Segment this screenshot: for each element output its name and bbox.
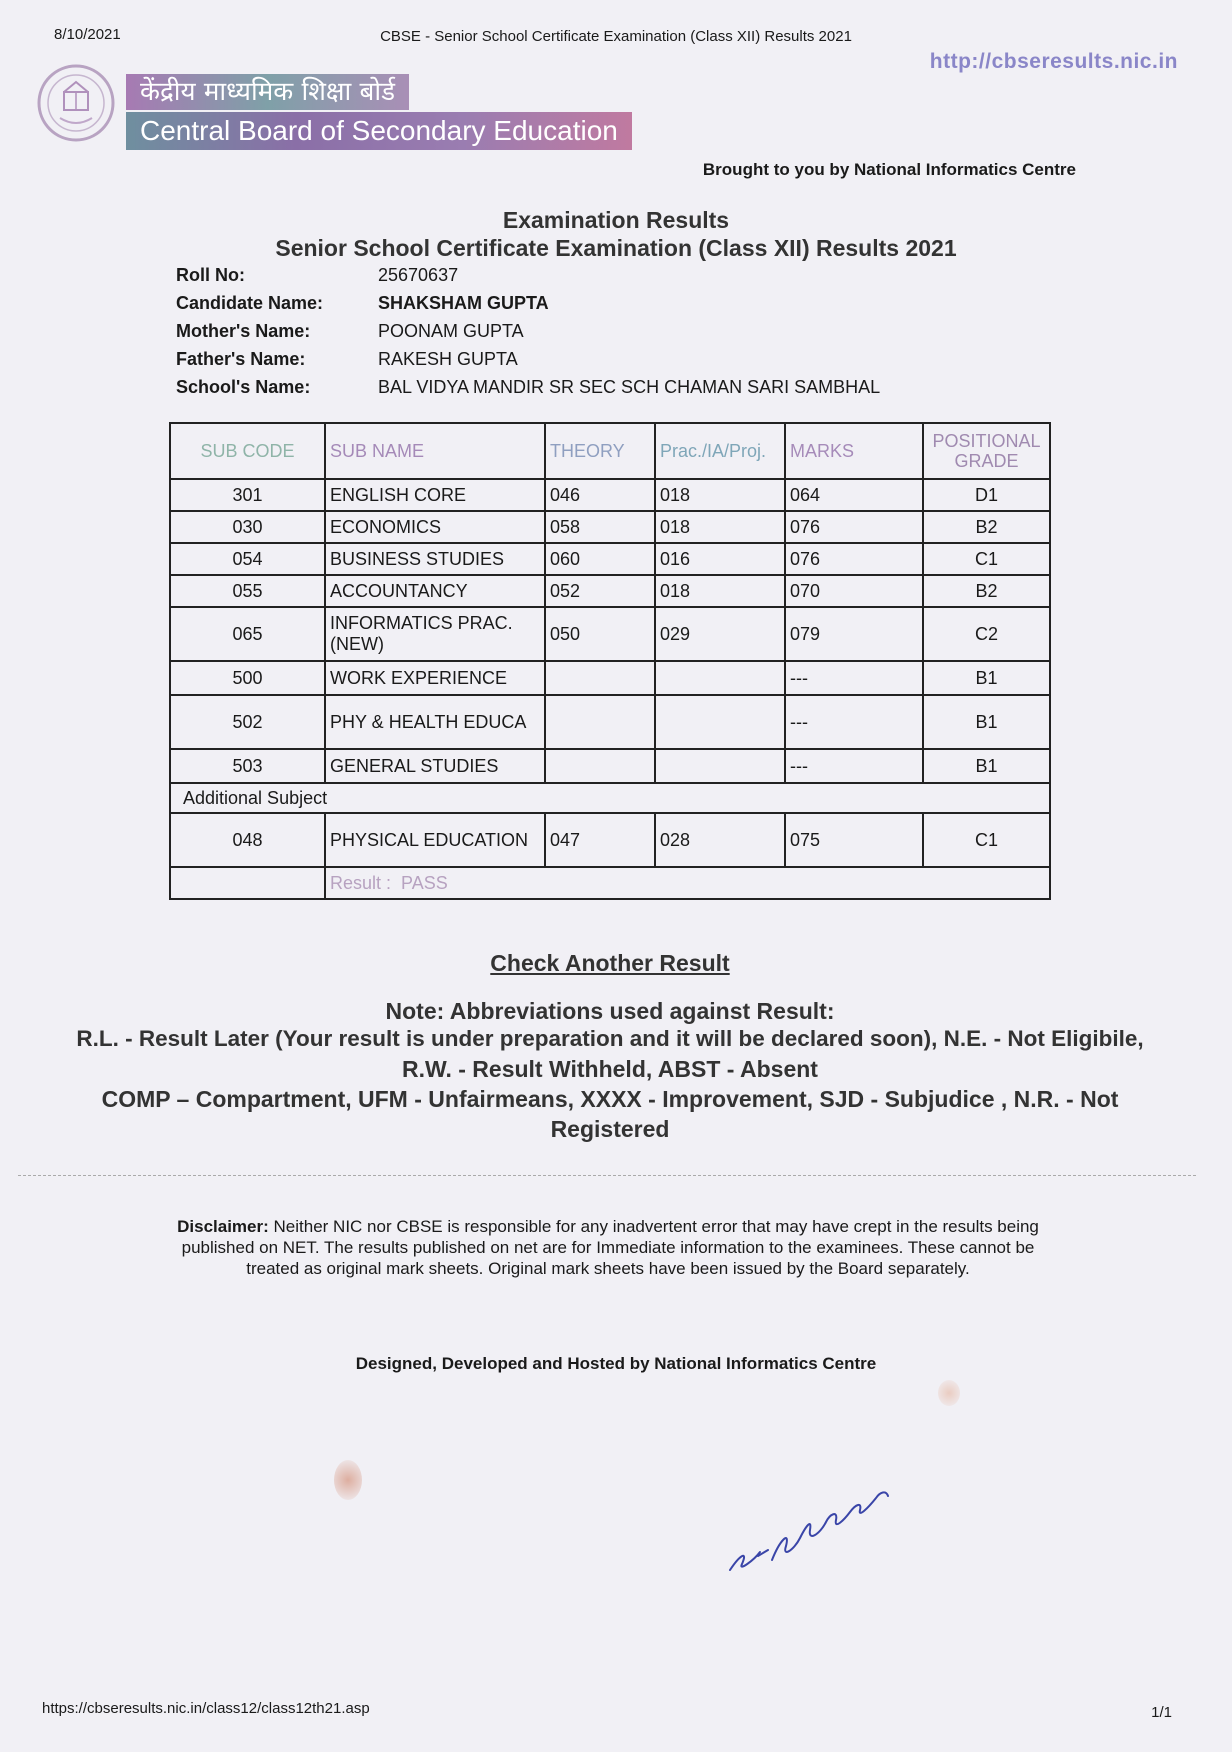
theory-cell [545, 661, 655, 695]
table-header-row [170, 423, 1050, 479]
table-row [170, 749, 1050, 783]
check-another-result-link[interactable]: Check Another Result [490, 950, 730, 976]
result-cell [325, 867, 1050, 899]
grade-cell: C1 [923, 543, 1050, 575]
prac-cell [655, 695, 785, 749]
print-page-title: CBSE - Senior School Certificate Examination (Class XII) Results 2021 [380, 28, 852, 45]
sub-name-cell: BUSINESS STUDIES [325, 543, 545, 575]
marks-cell: --- [785, 749, 923, 783]
note-line-3: COMP – Compartment, UFM - Unfairmeans, XXXX - Improvement, SJD - Subjudice , N.R. - Not [101, 1086, 1119, 1112]
marks-cell: 076 [785, 543, 923, 575]
header-marks: MARKS [785, 423, 923, 479]
mother-name-label: Mother's Name: [176, 321, 311, 341]
prac-cell [655, 661, 785, 695]
grade-cell: D1 [923, 479, 1050, 511]
sub-name-cell: ENGLISH CORE [325, 479, 545, 511]
grade-cell: B2 [923, 511, 1050, 543]
result-blank-cell [170, 867, 325, 899]
paper-stain [334, 1460, 362, 1500]
exam-title: Examination Results [502, 207, 730, 233]
results-table [169, 422, 1051, 900]
father-name-label: Father's Name: [176, 349, 306, 369]
sub-code-cell: 500 [170, 661, 325, 695]
sub-name-cell: PHYSICAL EDUCATION [325, 813, 545, 867]
sub-code-cell: 030 [170, 511, 325, 543]
marks-cell: --- [785, 661, 923, 695]
paper-stain [938, 1380, 960, 1406]
signature-icon [720, 1460, 900, 1580]
theory-cell [545, 695, 655, 749]
father-name-value: RAKESH GUPTA [378, 349, 518, 369]
note-title: Note: Abbreviations used against Result: [385, 998, 835, 1024]
footer-url: https://cbseresults.nic.in/class12/class12th21.asp [42, 1700, 370, 1717]
cbse-logo-icon [30, 62, 122, 144]
prac-cell: 018 [655, 479, 785, 511]
result-value: PASS [401, 872, 448, 893]
roll-value: 25670637 [378, 265, 459, 285]
marks-cell: 070 [785, 575, 923, 607]
sub-code-cell: 502 [170, 695, 325, 749]
sub-name-cell: WORK EXPERIENCE [325, 661, 545, 695]
school-name-label: School's Name: [176, 377, 311, 397]
marks-cell: 076 [785, 511, 923, 543]
banner-hindi-title: केंद्रीय माध्यमिक शिक्षा बोर्ड [126, 74, 409, 110]
header-positional-grade [923, 423, 1050, 479]
exam-subtitle: Senior School Certificate Examination (Class XII) Results 2021 [275, 235, 957, 261]
sub-code-cell: 055 [170, 575, 325, 607]
theory-cell: 050 [545, 607, 655, 661]
grade-cell: B1 [923, 749, 1050, 783]
result-row [170, 867, 1050, 899]
theory-cell [545, 749, 655, 783]
table-row [170, 813, 1050, 867]
theory-cell: 058 [545, 511, 655, 543]
prac-cell: 018 [655, 575, 785, 607]
sub-name-cell: INFORMATICS PRAC. (NEW) [325, 607, 545, 661]
sub-name-cell: PHY & HEALTH EDUCA [325, 695, 545, 749]
site-url-link[interactable]: http://cbseresults.nic.in [929, 50, 1178, 73]
prac-cell: 029 [655, 607, 785, 661]
prac-cell: 018 [655, 511, 785, 543]
marks-cell: 079 [785, 607, 923, 661]
sub-code-cell: 065 [170, 607, 325, 661]
grade-cell: B1 [923, 661, 1050, 695]
table-row [170, 607, 1050, 661]
marks-cell: --- [785, 695, 923, 749]
table-row [170, 511, 1050, 543]
prac-cell: 016 [655, 543, 785, 575]
marks-cell: 064 [785, 479, 923, 511]
disclaimer [168, 1216, 1048, 1279]
header-practical: Prac./IA/Proj. [655, 423, 785, 479]
grade-cell: B1 [923, 695, 1050, 749]
disclaimer-text: Neither NIC nor CBSE is responsible for any inadvertent error that may have crept in the results being published on NET. The results published on net are for Immediate information to the examinees. These cannot be treated as original mark sheets. Original mark sheets have been issued by the Board separately. [181, 1217, 1039, 1278]
divider [18, 1175, 1196, 1176]
grade-cell: C1 [923, 813, 1050, 867]
sub-name-cell: ECONOMICS [325, 511, 545, 543]
banner-english-title: Central Board of Secondary Education [126, 112, 632, 150]
sub-code-cell: 054 [170, 543, 325, 575]
disclaimer-label: Disclaimer: [177, 1217, 269, 1236]
result-label: Result : [330, 872, 392, 893]
header-theory: THEORY [545, 423, 655, 479]
grade-cell: C2 [923, 607, 1050, 661]
marks-cell: 075 [785, 813, 923, 867]
table-row [170, 479, 1050, 511]
theory-cell: 052 [545, 575, 655, 607]
prac-cell: 028 [655, 813, 785, 867]
candidate-name-value: SHAKSHAM GUPTA [378, 293, 549, 313]
table-row [170, 575, 1050, 607]
prac-cell [655, 749, 785, 783]
roll-label: Roll No: [176, 265, 245, 285]
mother-name-value: POONAM GUPTA [378, 321, 524, 341]
school-name-value: BAL VIDYA MANDIR SR SEC SCH CHAMAN SARI SAMBHAL [378, 377, 881, 397]
sub-code-cell: 048 [170, 813, 325, 867]
additional-subject-row [170, 783, 1050, 813]
page-number: 1/1 [1151, 1704, 1172, 1721]
candidate-name-label: Candidate Name: [176, 293, 324, 313]
note-line-2: R.W. - Result Withheld, ABST - Absent [402, 1056, 818, 1082]
header-grade-line2: GRADE [954, 451, 1019, 471]
table-row [170, 695, 1050, 749]
sub-name-cell: ACCOUNTANCY [325, 575, 545, 607]
header-grade-line1: POSITIONAL [932, 431, 1041, 451]
theory-cell: 047 [545, 813, 655, 867]
sub-code-cell: 301 [170, 479, 325, 511]
theory-cell: 046 [545, 479, 655, 511]
additional-subject-label: Additional Subject [170, 783, 1050, 813]
sub-code-cell: 503 [170, 749, 325, 783]
designed-by-text: Designed, Developed and Hosted by National Informatics Centre [355, 1354, 877, 1373]
header-sub-code: SUB CODE [170, 423, 325, 479]
print-date: 8/10/2021 [54, 26, 121, 43]
table-row [170, 543, 1050, 575]
brought-by-text: Brought to you by National Informatics Centre [702, 160, 1076, 179]
theory-cell: 060 [545, 543, 655, 575]
grade-cell: B2 [923, 575, 1050, 607]
note-line-4: Registered [550, 1116, 670, 1142]
note-line-1: R.L. - Result Later (Your result is under preparation and it will be declared soon), N.E. - Not Eligibile, [76, 1026, 1144, 1051]
table-row [170, 661, 1050, 695]
header-sub-name: SUB NAME [325, 423, 545, 479]
sub-name-cell: GENERAL STUDIES [325, 749, 545, 783]
